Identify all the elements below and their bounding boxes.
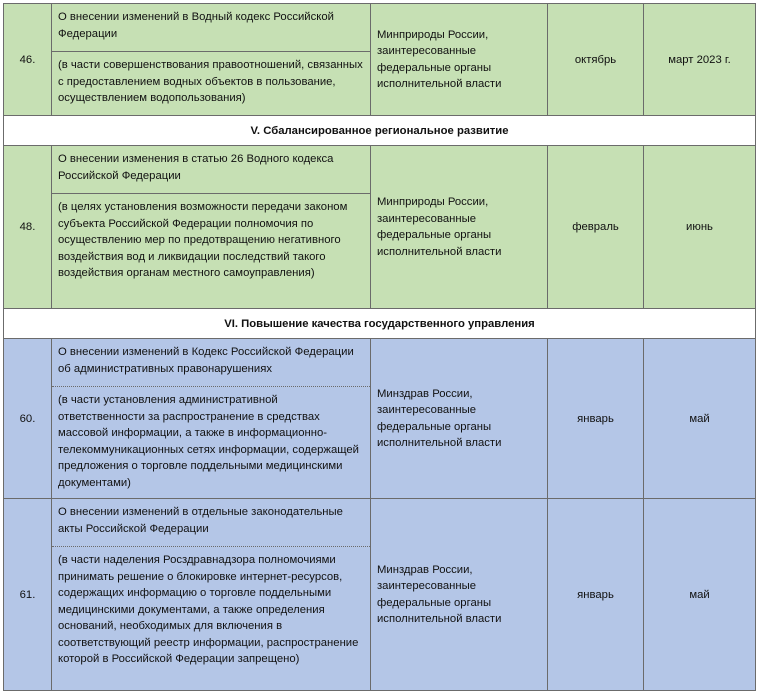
bill-title: О внесении изменений в Водный кодекс Российской Федерации	[52, 4, 370, 52]
responsible-agency: Минздрав России, заинтересованные федеральные органы исполнительной власти	[371, 499, 548, 691]
responsible-agency: Минприроды России, заинтересованные федеральные органы исполнительной власти	[371, 4, 548, 116]
section-title: V. Сбалансированное региональное развитие	[4, 116, 756, 146]
bill-cell	[52, 4, 371, 116]
table-row	[4, 339, 756, 499]
end-date: май	[644, 499, 756, 691]
responsible-agency: Минздрав России, заинтересованные федеральные органы исполнительной власти	[371, 339, 548, 499]
end-date: июнь	[644, 146, 756, 309]
bill-cell	[52, 499, 371, 691]
table-row	[4, 4, 756, 116]
section-title: VI. Повышение качества государственного управления	[4, 309, 756, 339]
row-number: 46.	[4, 4, 52, 116]
bill-cell	[52, 146, 371, 309]
bill-note: (в целях установления возможности передачи законом субъекта Российской Федерации полномочия по осуществлению мер по предотвращению негативного воздействия вод и ликвидации последствий такого воздействия органам местного самоуправления)	[58, 201, 348, 279]
row-number: 61.	[4, 499, 52, 691]
table-row	[4, 146, 756, 309]
row-number: 60.	[4, 339, 52, 499]
start-date: октябрь	[548, 4, 644, 116]
section-row	[4, 116, 756, 146]
row-number: 48.	[4, 146, 52, 309]
section-row	[4, 309, 756, 339]
bill-cell	[52, 339, 371, 499]
bill-note: (в части совершенствования правоотношений, связанных с предоставлением водных объектов в пользование, осуществлением водопользования)	[58, 59, 363, 104]
bill-title: О внесении изменения в статью 26 Водного кодекса Российской Федерации	[52, 146, 370, 194]
legislative-plan-table	[3, 3, 756, 691]
bill-note: (в части наделения Росздравнадзора полномочиями принимать решение о блокировке интернет-ресурсов, содержащих информацию о торговле поддельными медицинскими документами, а также определения оснований, необходимых для включения в соответствующий реестр информации, распространение которой в Российской Федерации запрещено)	[58, 554, 359, 665]
start-date: январь	[548, 339, 644, 499]
end-date: март 2023 г.	[644, 4, 756, 116]
bill-note: (в части установления административной ответственности за распространение в средствах массовой информации, а также в информационно-телекоммуникационных сетях информации, содержащей предложения о торговле поддельными медицинскими документами)	[58, 394, 359, 489]
end-date: май	[644, 339, 756, 499]
responsible-agency: Минприроды России, заинтересованные федеральные органы исполнительной власти	[371, 146, 548, 309]
bill-title: О внесении изменений в отдельные законодательные акты Российской Федерации	[52, 499, 370, 547]
start-date: январь	[548, 499, 644, 691]
table-row	[4, 499, 756, 691]
bill-title: О внесении изменений в Кодекс Российской Федерации об административных правонарушениях	[52, 339, 370, 387]
start-date: февраль	[548, 146, 644, 309]
